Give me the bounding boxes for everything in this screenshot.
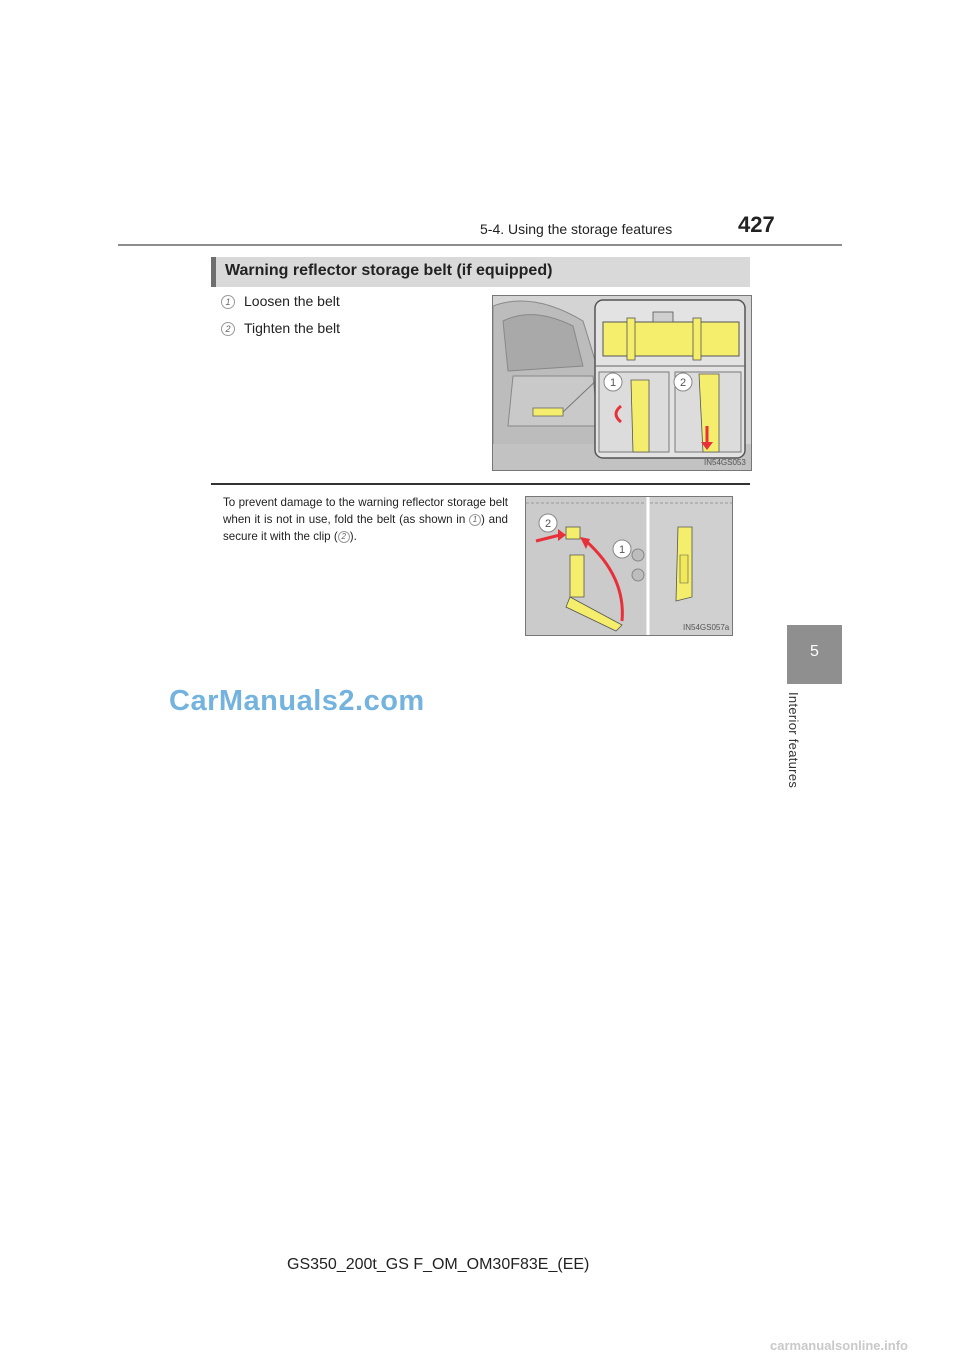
section-accent xyxy=(211,257,216,287)
fig2-callout-1: 1 xyxy=(618,544,626,556)
section-divider xyxy=(211,483,750,485)
fold-belt-drawing xyxy=(526,497,732,635)
step-text-1: Loosen the belt xyxy=(244,293,340,309)
bottom-watermark: carmanualsonline.info xyxy=(770,1338,908,1353)
note-text-2: ) and secure it with the clip ( xyxy=(223,513,508,543)
site-watermark: CarManuals2.com xyxy=(169,685,425,717)
step-item-2 xyxy=(221,320,340,336)
usage-note xyxy=(223,494,508,545)
section-heading-bar xyxy=(211,257,750,287)
chapter-tab xyxy=(787,625,842,684)
note-marker-2: 2 xyxy=(338,531,350,543)
page-number: 427 xyxy=(738,212,775,237)
fig1-callout-2: 2 xyxy=(679,377,687,389)
belt-illustration-1 xyxy=(492,295,752,471)
note-text-3: ). xyxy=(349,530,357,543)
fig2-callout-2: 2 xyxy=(544,518,552,530)
step-marker-1: 1 xyxy=(221,295,235,309)
step-item-1 xyxy=(221,293,340,309)
section-title: Warning reflector storage belt (if equipped) xyxy=(225,262,553,279)
step-text-2: Tighten the belt xyxy=(244,320,340,336)
note-marker-1: 1 xyxy=(469,514,481,526)
chapter-title: Interior features xyxy=(786,692,801,789)
header-rule xyxy=(118,244,842,246)
document-footer: GS350_200t_GS F_OM_OM30F83E_(EE) xyxy=(287,1256,590,1273)
trunk-belt-drawing xyxy=(493,296,751,470)
fig1-callout-1: 1 xyxy=(609,377,617,389)
running-header: 5-4. Using the storage features xyxy=(480,221,673,237)
figure-code-1: IN54GS053 xyxy=(704,458,746,467)
step-marker-2: 2 xyxy=(221,322,235,336)
figure-code-2: IN54GS057a xyxy=(683,623,730,632)
chapter-number: 5 xyxy=(810,643,819,660)
belt-illustration-2 xyxy=(525,496,733,636)
note-text-1: To prevent damage to the warning reflector storage belt when it is not in use, fold the belt (as shown in xyxy=(223,496,508,526)
